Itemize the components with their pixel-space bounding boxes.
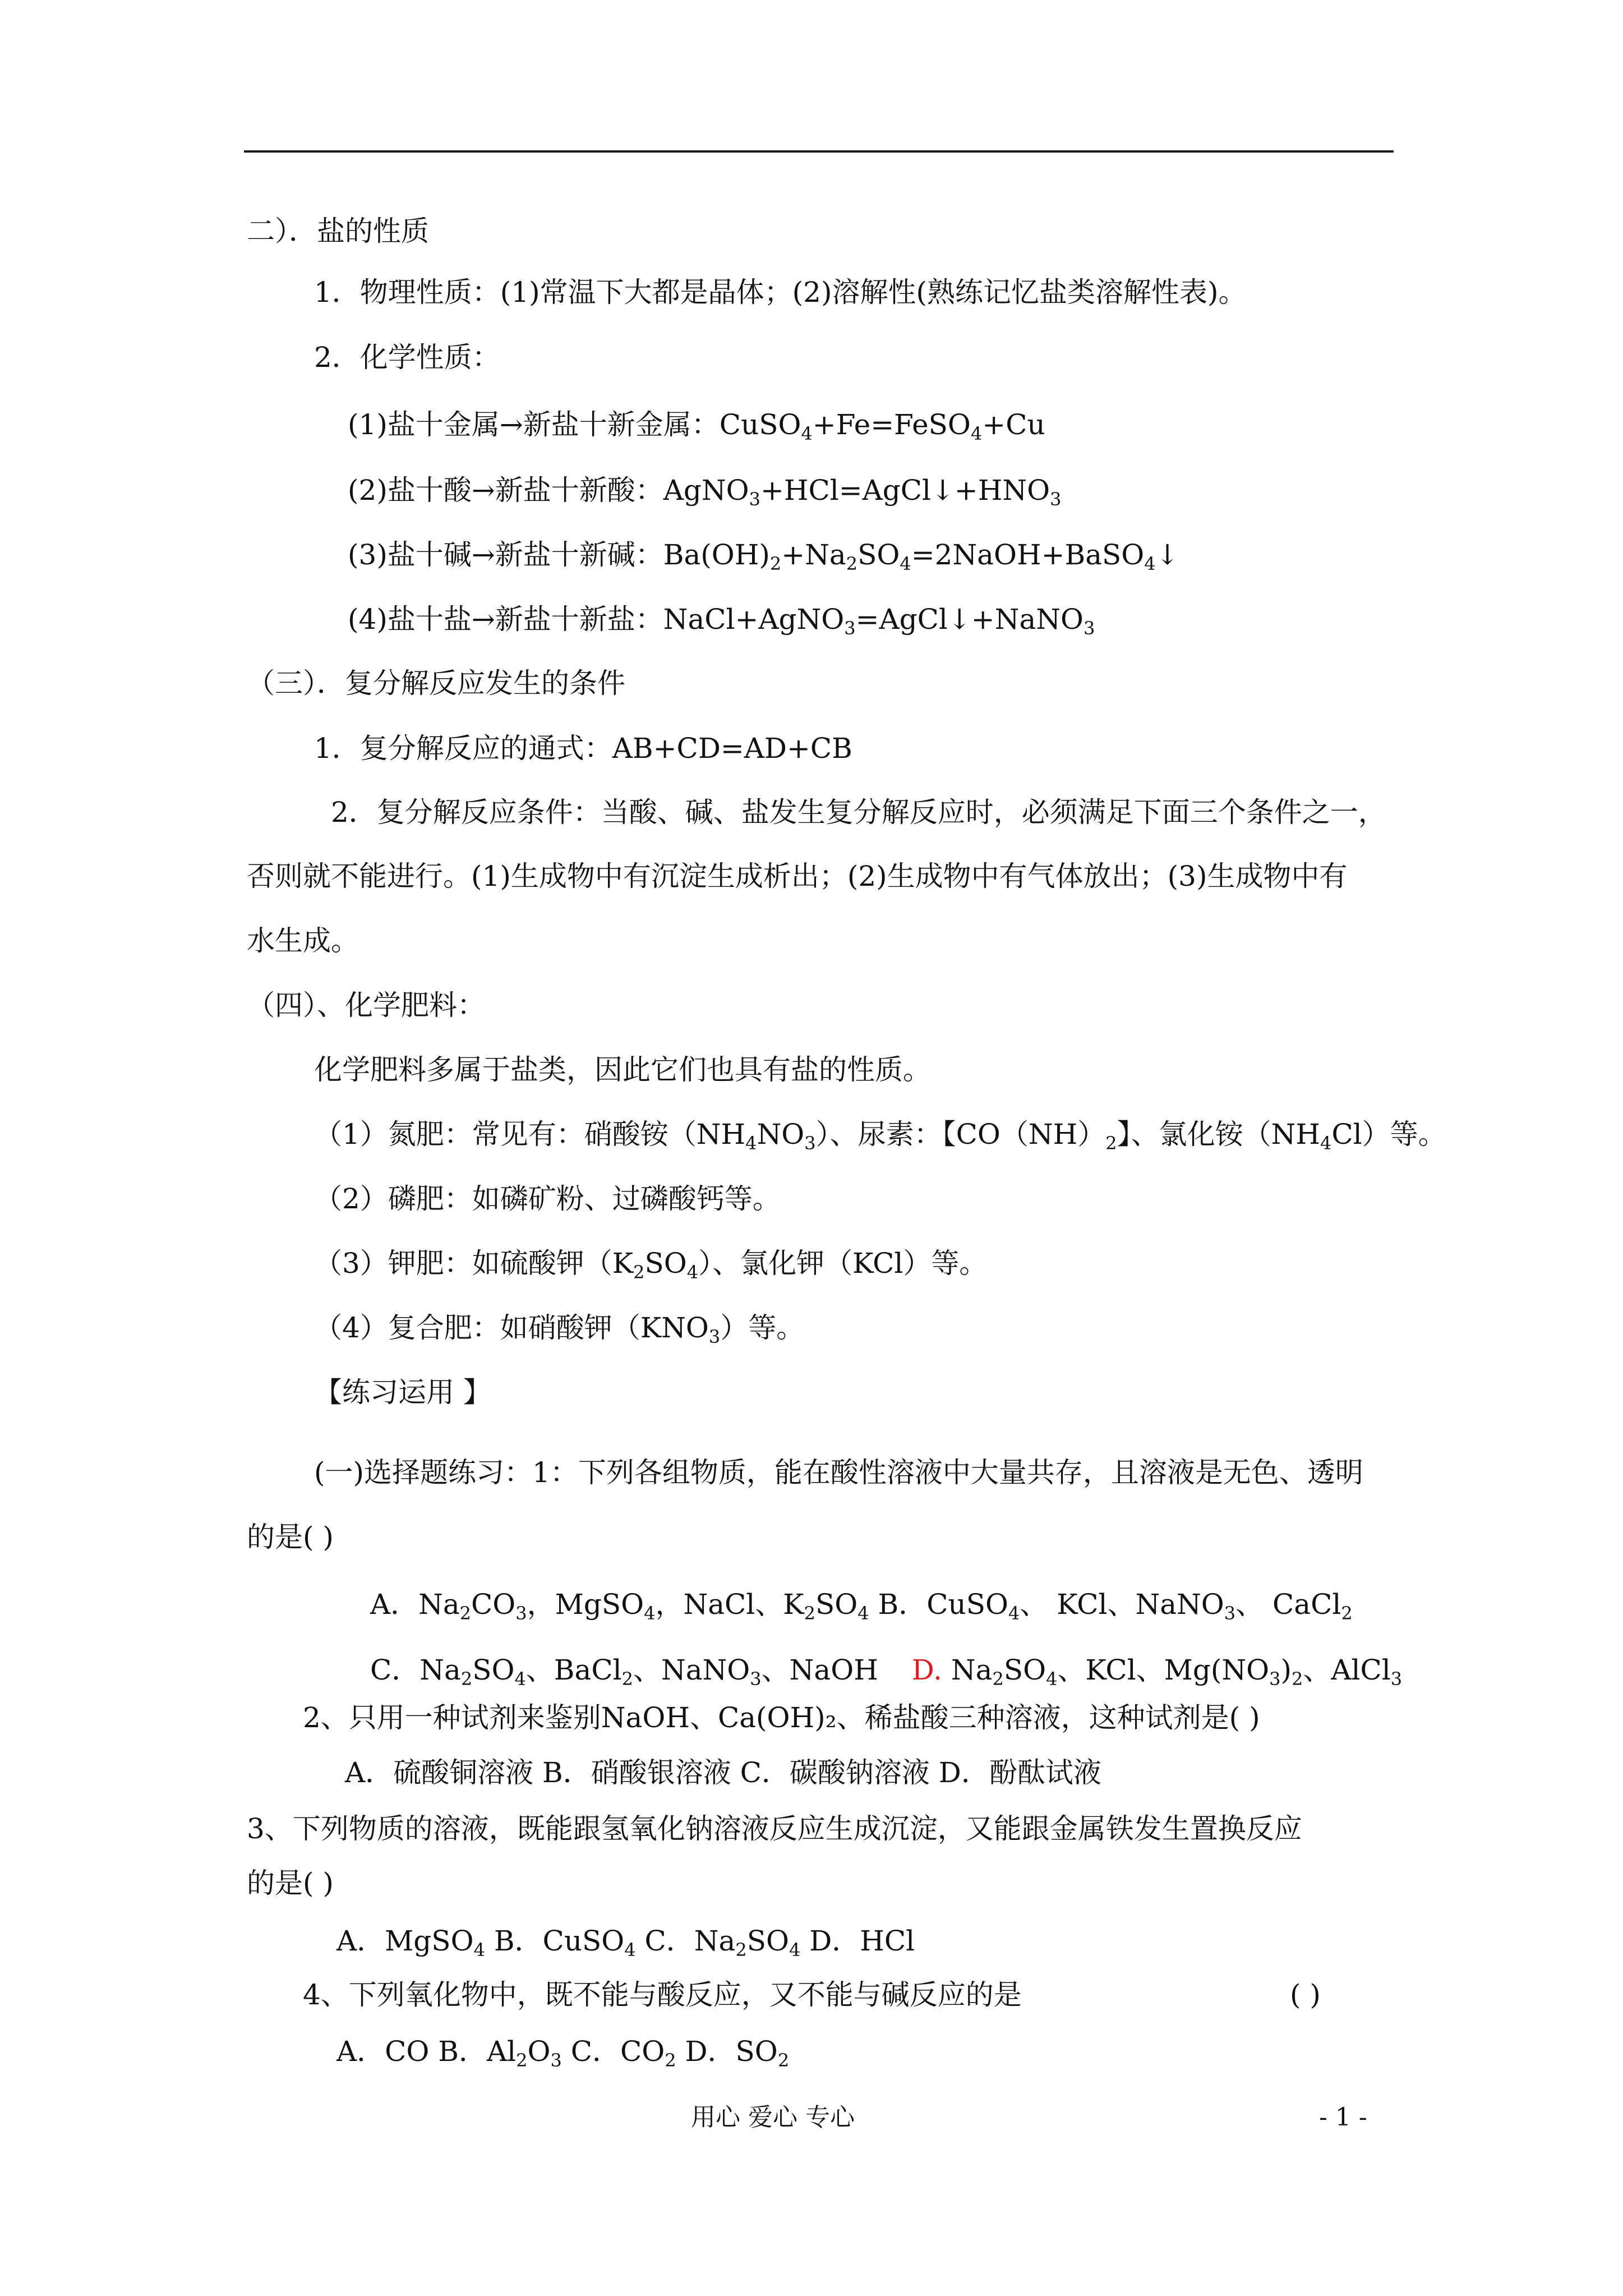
- formula-subscript: 4: [1046, 1668, 1058, 1690]
- q1-stem-line-2: 的是( ): [247, 1521, 334, 1553]
- formula-text: +Fe=FeSO: [812, 408, 971, 441]
- q1-options-cd: [370, 1652, 1402, 1688]
- formula-subscript: 3: [550, 2050, 562, 2071]
- formula-text: Na: [942, 1654, 993, 1686]
- q2-stem: 2、只用一种试剂来鉴别NaOH、Ca(OH)₂、稀盐酸三种溶液，这种试剂是( ): [303, 1701, 1260, 1734]
- q3-options: [336, 1923, 915, 1959]
- formula-subscript: 3: [1269, 1668, 1281, 1690]
- section-title-double-decomposition: （三）．复分解反应发生的条件: [247, 667, 625, 700]
- general-formula: 1．复分解反应的通式：AB+CD=AD+CB: [314, 732, 852, 765]
- reaction-salt-salt: (4)盐十盐→新盐十新盐：NaCl+AgNO$_3$=AgCl↓+NaNO$_3$: [348, 603, 1095, 639]
- formula-text: +Na: [781, 539, 846, 571]
- formula-text: NO: [757, 1118, 805, 1151]
- formula-text: SO: [472, 1654, 515, 1686]
- formula-subscript: 2: [665, 2050, 676, 2071]
- formula-text: SO: [746, 1925, 789, 1957]
- formula-subscript: 3: [844, 618, 856, 639]
- potash-fertilizer: [314, 1245, 987, 1281]
- formula-subscript: 2: [1105, 1133, 1117, 1154]
- formula-text: SO: [644, 1247, 687, 1280]
- formula-text: C．CO: [561, 2035, 665, 2068]
- formula-text: A．Na: [370, 1588, 460, 1621]
- conditions-line-1: 2．复分解反应条件：当酸、碱、盐发生复分解反应时，必须满足下面三个条件之一，: [331, 796, 1386, 829]
- formula-text: ↓: [1155, 539, 1179, 571]
- nitrogen-fertilizer: [314, 1116, 1446, 1152]
- formula-text: =2NaOH+BaSO: [911, 539, 1145, 571]
- fertilizer-intro: 化学肥料多属于盐类，因此它们也具有盐的性质。: [314, 1053, 931, 1086]
- formula-text: =AgCl↓+NaNO: [855, 603, 1084, 636]
- formula-subscript: 2: [769, 553, 782, 574]
- formula-subscript: 4: [900, 553, 911, 574]
- section-title-fertilizer: （四）、化学肥料：: [247, 989, 485, 1022]
- footer-motto: 用心 爱心 专心: [691, 2103, 855, 2132]
- formula-subscript: 2: [516, 2050, 528, 2071]
- formula-subscript: 3: [750, 1668, 762, 1690]
- q2-options: A．硫酸铜溶液 B．硝酸银溶液 C．碳酸钠溶液 D．酚酞试液: [345, 1756, 1101, 1789]
- formula-text: ，NaCl、K: [655, 1588, 804, 1621]
- formula-text: ，MgSO: [527, 1588, 644, 1621]
- formula-text: NaCl+AgNO: [663, 603, 845, 636]
- formula-text: +Cu: [982, 408, 1045, 441]
- formula-text: Ba(OH): [663, 539, 770, 571]
- formula-text: A．CO B．Al: [336, 2035, 517, 2068]
- formula-subscript: 3: [1390, 1668, 1403, 1690]
- conditions-line-2: 否则就不能进行。(1)生成物中有沉淀生成析出；(2)生成物中有气体放出；(3)生成物中有: [247, 860, 1348, 892]
- formula-subscript: 3: [515, 1603, 527, 1624]
- formula-text: 、KCl、Mg(NO: [1057, 1654, 1270, 1686]
- formula-text: （1）氮肥：常见有：硝酸铵（NH: [314, 1118, 746, 1151]
- formula-text: C．Na: [370, 1654, 461, 1686]
- formula-subscript: 2: [459, 1603, 472, 1624]
- formula-subscript: 4: [970, 423, 983, 444]
- formula-subscript: 4: [801, 423, 813, 444]
- reaction-salt-metal: (1)盐十金属→新盐十新金属：CuSO$_4$+Fe=FeSO$_4$+Cu: [348, 408, 1045, 444]
- formula-subscript: 4: [473, 1939, 485, 1961]
- q1-options-ab: [370, 1586, 1353, 1622]
- formula-subscript: 2: [633, 1262, 645, 1283]
- q3-stem-line-2: 的是( ): [247, 1867, 334, 1899]
- formula-subscript: 3: [804, 1133, 816, 1154]
- formula-subscript: 4: [686, 1262, 699, 1283]
- formula-subscript: 4: [789, 1939, 801, 1961]
- formula-text: SO: [857, 539, 900, 571]
- formula-subscript: 4: [1008, 1603, 1020, 1624]
- q1-stem-line-1: (一)选择题练习：1：下列各组物质，能在酸性溶液中大量共存，且溶液是无色、透明: [314, 1456, 1363, 1489]
- formula-text: 、NaOH: [761, 1654, 878, 1686]
- formula-subscript: 2: [1341, 1603, 1353, 1624]
- formula-text: ): [1280, 1654, 1292, 1686]
- formula-text: 、AlCl: [1303, 1654, 1391, 1686]
- formula-subscript: 2: [846, 553, 858, 574]
- formula-text: 、 KCl、NaNO: [1020, 1588, 1224, 1621]
- reaction-salt-acid: (2)盐十酸→新盐十新酸：$AgNO_3+HCl=AgCl↓+HNO_3$: [348, 474, 1062, 510]
- formula-subscript: 2: [1292, 1668, 1303, 1690]
- formula-text: 、BaCl: [525, 1654, 622, 1686]
- compound-fertilizer: [314, 1310, 804, 1346]
- conditions-line-3: 水生成。: [247, 924, 359, 957]
- formula-text: （3）钾肥：如硫酸钾（K: [314, 1247, 634, 1280]
- formula-subscript: 3: [1083, 618, 1095, 639]
- formula-subscript: 3: [749, 489, 760, 510]
- formula-text: D．HCl: [800, 1925, 915, 1957]
- formula-text: C．Na: [635, 1925, 736, 1957]
- formula-subscript: 4: [644, 1603, 656, 1624]
- exercise-heading: 【练习运用 】: [314, 1376, 491, 1409]
- formula-text: AgNO: [663, 474, 749, 507]
- q4-stem: 4、下列氧化物中，既不能与酸反应，又不能与碱反应的是: [303, 1978, 1022, 2011]
- formula-text: SO: [815, 1588, 858, 1621]
- formula-subscript: 2: [777, 2050, 790, 2071]
- formula-text: A．MgSO: [336, 1925, 474, 1957]
- physical-properties: 1．物理性质：(1)常温下大都是晶体；(2)溶解性(熟练记忆盐类溶解性表)。: [314, 276, 1247, 309]
- chemical-properties-heading: 2．化学性质：: [314, 341, 500, 374]
- q4-options: [336, 2033, 789, 2069]
- formula-text: SO: [1003, 1654, 1046, 1686]
- formula-text: ）、尿素：【CO（NH）: [815, 1118, 1106, 1151]
- formula-text: CO: [471, 1588, 516, 1621]
- q1-answer-d-letter: D.: [911, 1654, 942, 1686]
- formula-subscript: 4: [1320, 1133, 1332, 1154]
- q4-answer-paren: ( ): [1290, 1978, 1321, 2011]
- formula-subscript: 2: [621, 1668, 633, 1690]
- formula-text: 、NaNO: [633, 1654, 750, 1686]
- formula-text: D．SO: [676, 2035, 778, 2068]
- formula-subscript: 3: [1050, 489, 1062, 510]
- formula-subscript: 4: [514, 1668, 526, 1690]
- formula-subscript: 3: [1224, 1603, 1236, 1624]
- formula-text: +HCl=AgCl↓+HNO: [760, 474, 1050, 507]
- formula-text: O: [527, 2035, 551, 2068]
- section-title-salt-properties: 二）．盐的性质: [247, 215, 429, 247]
- formula-subscript: 2: [460, 1668, 473, 1690]
- formula-subscript: 2: [992, 1668, 1004, 1690]
- formula-subscript: 4: [857, 1603, 869, 1624]
- formula-text: 】、氯化铵（NH: [1117, 1118, 1320, 1151]
- formula-text: 、 CaCl: [1235, 1588, 1341, 1621]
- phosphate-fertilizer: （2）磷肥：如磷矿粉、过磷酸钙等。: [314, 1182, 781, 1215]
- header-rule: [244, 150, 1394, 153]
- page-number: - 1 -: [1319, 2103, 1367, 2132]
- formula-text: CuSO: [719, 408, 801, 441]
- formula-subscript: 4: [745, 1133, 757, 1154]
- q3-stem-line-1: 3、下列物质的溶液，既能跟氢氧化钠溶液反应生成沉淀，又能跟金属铁发生置换反应: [247, 1812, 1302, 1845]
- formula-text: ）、氯化钾（KCl）等。: [698, 1247, 988, 1280]
- formula-text: B．CuSO: [869, 1588, 1008, 1621]
- reaction-salt-base: (3)盐十碱→新盐十新碱：$Ba(OH)_2+Na_2SO_4=2NaOH+BaSO_4↓$: [348, 539, 1179, 574]
- formula-subscript: 3: [708, 1326, 721, 1347]
- formula-text: （4）复合肥：如硝酸钾（KNO: [314, 1312, 709, 1344]
- formula-subscript: 2: [804, 1603, 815, 1624]
- formula-text: ）等。: [720, 1312, 805, 1344]
- formula-text: B．CuSO: [485, 1925, 625, 1957]
- formula-text: Cl）等。: [1331, 1118, 1446, 1151]
- formula-subscript: 4: [624, 1939, 636, 1961]
- formula-subscript: 2: [735, 1939, 747, 1961]
- formula-subscript: 4: [1144, 553, 1156, 574]
